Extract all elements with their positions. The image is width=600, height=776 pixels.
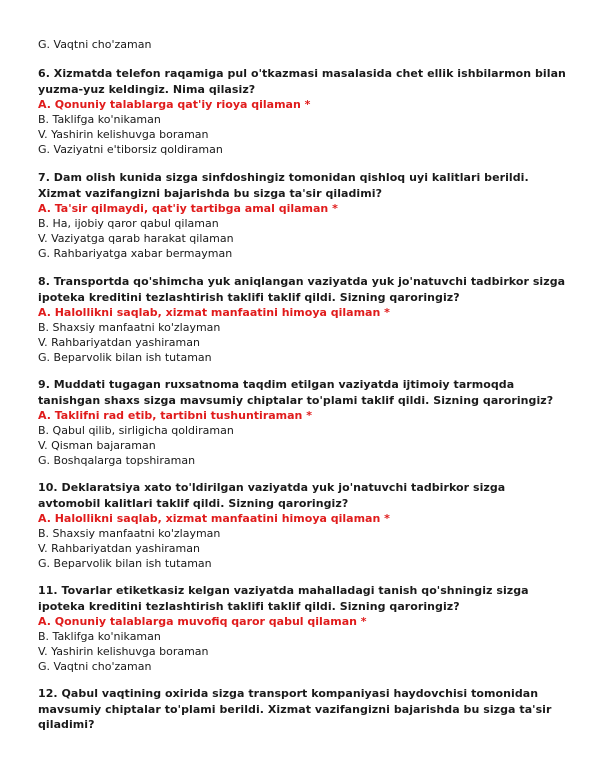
question-block	[38, 66, 568, 157]
question-block	[38, 377, 568, 468]
option-g: G. Vaqtni cho'zaman	[38, 38, 152, 51]
answer-option: B. Ha, ijobiy qaror qabul qilaman	[38, 217, 219, 230]
answer-option: V. Rahbariyatdan yashiraman	[38, 336, 200, 349]
answer-option: G. Boshqalarga topshiraman	[38, 454, 196, 467]
question-text: 6. Xizmatda telefon raqamiga pul o'tkazmasi masalasida chet ellik ishbilarmon bilan yuzma-yuz keldingiz. Nima qilasiz?	[38, 67, 566, 96]
answer-option: G. Beparvolik bilan ish tutaman	[38, 351, 212, 364]
question-text: 8. Transportda qo'shimcha yuk aniqlangan vaziyatda yuk jo'natuvchi tadbirkor sizga ipoteka kreditini tezlashtirish taklifi taklif qildi. Sizning qaroringiz?	[38, 275, 566, 304]
question-text: 7. Dam olish kunida sizga sinfdoshingiz tomonidan qishloq uyi kalitlari berildi. Xizmat vazifangizni bajarishda bu sizga ta'sir qiladimi?	[38, 171, 529, 200]
answer-option: V. Yashirin kelishuvga boraman	[38, 645, 209, 658]
correct-answer: A. Halollikni saqlab, xizmat manfaatini himoya qilaman *	[38, 306, 390, 319]
answer-option: G. Rahbariyatga xabar bermayman	[38, 247, 233, 260]
answer-option: B. Taklifga ko'nikaman	[38, 113, 161, 126]
answer-option: V. Yashirin kelishuvga boraman	[38, 128, 209, 141]
correct-answer: A. Ta'sir qilmaydi, qat'iy tartibga amal qilaman *	[38, 202, 338, 215]
question-block	[38, 274, 568, 365]
answer-option: B. Qabul qilib, sirligicha qoldiraman	[38, 424, 234, 437]
question-text: 9. Muddati tugagan ruxsatnoma taqdim etilgan vaziyatda ijtimoiy tarmoqda tanishgan shaxs sizga mavsumiy chiptalar to'plami taklif qildi. Sizning qaroringiz?	[38, 378, 554, 407]
answer-option: B. Shaxsiy manfaatni ko'zlayman	[38, 321, 221, 334]
correct-answer: A. Halollikni saqlab, xizmat manfaatini himoya qilaman *	[38, 512, 390, 525]
answer-option: V. Qisman bajaraman	[38, 439, 156, 452]
answer-option: B. Taklifga ko'nikaman	[38, 630, 161, 643]
answer-option: V. Vaziyatga qarab harakat qilaman	[38, 232, 234, 245]
answer-option: V. Rahbariyatdan yashiraman	[38, 542, 200, 555]
correct-answer: A. Qonuniy talablarga muvofiq qaror qabul qilaman *	[38, 615, 367, 628]
question-block	[38, 170, 568, 261]
question-text: 11. Tovarlar etiketkasiz kelgan vaziyatda mahalladagi tanish qo'shningiz sizga ipoteka kreditini tezlashtirish taklifi taklif qildi. Sizning qaroringiz?	[38, 584, 529, 613]
question-text: 12. Qabul vaqtining oxirida sizga transport kompaniyasi haydovchisi tomonidan mavsumiy chiptalar to'plami berildi. Xizmat vazifangizni bajarishda bu sizga ta'sir qiladimi?	[38, 687, 552, 731]
correct-answer: A. Taklifni rad etib, tartibni tushuntiraman *	[38, 409, 312, 422]
answer-option: B. Shaxsiy manfaatni ko'zlayman	[38, 527, 221, 540]
answer-option: G. Beparvolik bilan ish tutaman	[38, 557, 212, 570]
answer-option: G. Vaziyatni e'tiborsiz qoldiraman	[38, 143, 223, 156]
answer-option: G. Vaqtni cho'zaman	[38, 660, 152, 673]
question-block	[38, 583, 568, 674]
question-block	[38, 686, 568, 733]
question-text: 10. Deklaratsiya xato to'ldirilgan vaziyatda yuk jo'natuvchi tadbirkor sizga avtomobil kalitlari taklif qildi. Sizning qaroringiz?	[38, 481, 506, 510]
correct-answer: A. Qonuniy talablarga qat'iy rioya qilaman *	[38, 98, 311, 111]
question-block	[38, 480, 568, 571]
